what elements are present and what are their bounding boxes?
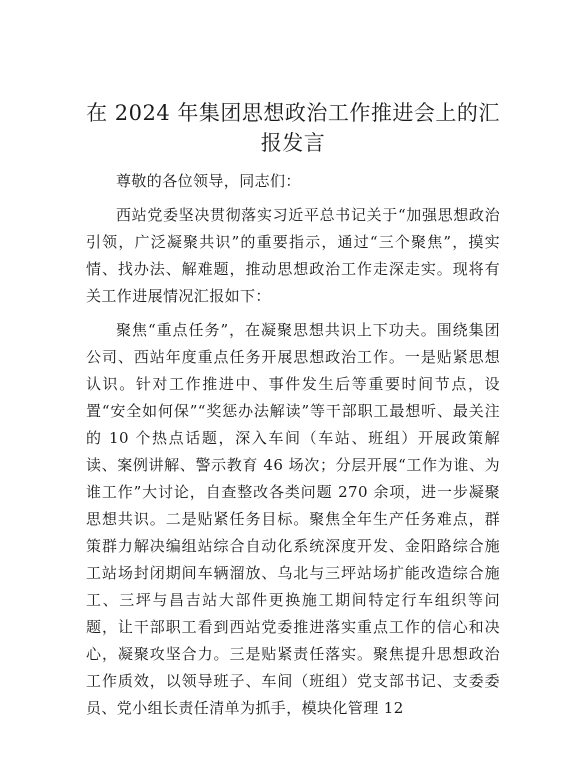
greeting: 尊敬的各位领导，同志们：	[116, 172, 301, 190]
paragraph-1: 西站党委坚决贯彻落实习近平总书记关于“加强思想政治引领，广泛凝聚共识”的重要指示，通过“三个聚焦”，摸实情、找办法、解难题，推动思想政治工作走深走实。现将有关工作进展情况汇报如下：	[86, 206, 500, 305]
document-title: 在 2024 年集团思想政治工作推进会上的汇报发言	[86, 101, 500, 155]
paragraph-2: 聚焦“重点任务”，在凝聚思想共识上下功夫。围绕集团公司、西站年度重点任务开展思想政治工作。一是贴紧思想认识。针对工作推进中、事件发生后等重要时间节点，设置“安全如何保”“奖惩办法解读”等干部职工最想听、最关注的 10 个热点话题，深入车间（车站、班组）开展政策解读、案例讲解、警示教育 46 场次；分层开展“工作为谁、为谁工作”大讨论，自查整改各类问题 270 余项，进一步凝聚思想共识。二是贴紧任务目标。聚焦全年生产任务难点，群策群力解决编组站综合自动化系统深度开发、金阳路综合施工站场封闭期间车辆溜放、乌北与三坪站场扩能改造综合施工、三坪与昌吉站大部件更换施工期间特定行车组织等问题，让干部职工看到西站党委推进落实重点工作的信心和决心，凝聚攻坚合力。三是贴紧责任落实。聚焦提升思想政治工作质效，以领导班子、车间（班组）党支部书记、支委委员、党小组长责任清单为抓手，模块化管理 12	[86, 321, 500, 717]
